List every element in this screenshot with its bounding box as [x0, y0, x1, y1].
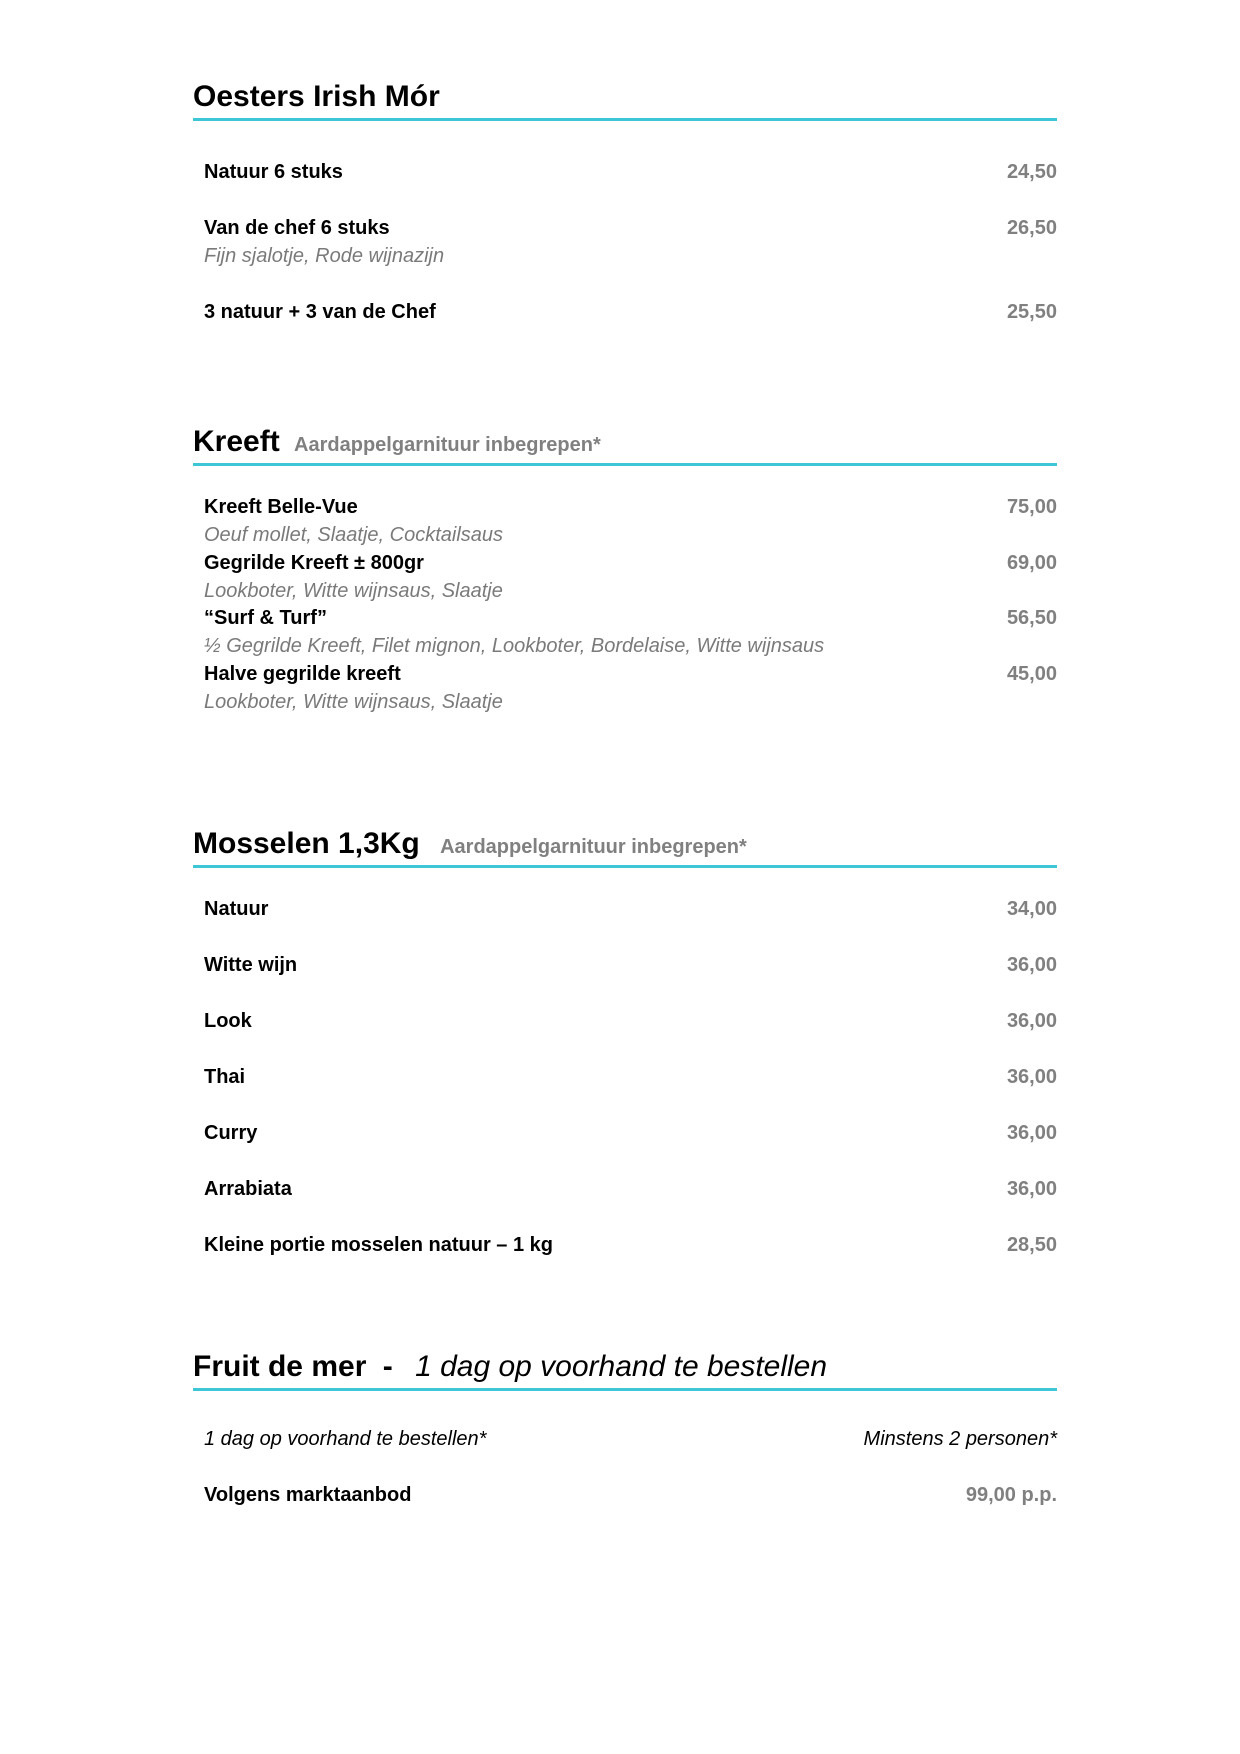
item-name: Kreeft Belle-Vue — [204, 496, 358, 518]
item-description: Oeuf mollet, Slaatje, Cocktailsaus — [204, 524, 504, 546]
item-name: Van de chef 6 stuks — [204, 217, 390, 239]
section-note: Aardappelgarnituur inbegrepen* — [294, 434, 601, 456]
item-price: 36,00 — [1006, 1122, 1057, 1144]
title-separator: - — [382, 1350, 393, 1383]
item-name: Witte wijn — [204, 954, 298, 976]
menu-item — [204, 496, 1057, 547]
menu-item — [204, 1484, 1057, 1507]
item-name: Thai — [204, 1066, 246, 1088]
menu-item — [204, 607, 1057, 658]
section-kreeft — [193, 415, 1057, 713]
item-name: 3 natuur + 3 van de Chef — [204, 301, 436, 323]
item-name: Natuur 6 stuks — [204, 161, 343, 183]
order-notes-row — [204, 1428, 1057, 1451]
item-price: 69,00 — [1006, 552, 1057, 574]
item-name: Curry — [204, 1122, 258, 1144]
item-price: 99,00 p.p. — [965, 1484, 1057, 1506]
section-title — [193, 827, 747, 861]
section-title: Oesters Irish Mór — [193, 80, 440, 113]
section-title-text: Kreeft — [193, 425, 280, 458]
item-name: “Surf & Turf” — [204, 607, 327, 629]
item-price: 36,00 — [1006, 954, 1057, 976]
menu-item — [204, 898, 1057, 921]
section-header — [193, 70, 1057, 121]
item-name: Halve gegrilde kreeft — [204, 663, 401, 685]
menu-item — [204, 217, 1057, 268]
item-description: Fijn sjalotje, Rode wijnazijn — [204, 245, 445, 267]
item-name: Look — [204, 1010, 252, 1032]
item-price: 36,00 — [1006, 1066, 1057, 1088]
menu-item — [204, 301, 1057, 324]
item-price: 34,00 — [1006, 898, 1057, 920]
section-fruit-de-mer — [193, 1340, 1057, 1506]
item-price: 36,00 — [1006, 1010, 1057, 1032]
item-price: 26,50 — [1006, 217, 1057, 239]
minimum-persons-note: Minstens 2 personen* — [863, 1428, 1057, 1450]
item-price: 25,50 — [1006, 301, 1057, 323]
item-description: Lookboter, Witte wijnsaus, Slaatje — [204, 691, 503, 713]
section-note: 1 dag op voorhand te bestellen — [415, 1350, 828, 1383]
menu-item — [204, 1010, 1057, 1033]
section-title — [193, 1350, 827, 1384]
section-title — [193, 425, 601, 459]
item-price: 75,00 — [1006, 496, 1057, 518]
menu-item — [204, 663, 1057, 714]
item-price: 56,50 — [1006, 607, 1057, 629]
section-header — [193, 415, 1057, 466]
section-header — [193, 1340, 1057, 1391]
section-note: Aardappelgarnituur inbegrepen* — [440, 836, 747, 858]
order-note: 1 dag op voorhand te bestellen* — [204, 1428, 487, 1450]
menu-item — [204, 552, 1057, 603]
item-price: 24,50 — [1006, 161, 1057, 183]
menu-item — [204, 1122, 1057, 1145]
menu-item — [204, 1066, 1057, 1089]
item-name: Natuur — [204, 898, 269, 920]
section-title-text: Mosselen 1,3Kg — [193, 827, 420, 860]
menu-item — [204, 954, 1057, 977]
menu-item — [204, 1178, 1057, 1201]
section-title-text: Fruit de mer — [193, 1350, 367, 1383]
item-name: Kleine portie mosselen natuur – 1 kg — [204, 1234, 553, 1256]
item-price: 45,00 — [1006, 663, 1057, 685]
item-description: ½ Gegrilde Kreeft, Filet mignon, Lookboter, Bordelaise, Witte wijnsaus — [204, 635, 825, 657]
item-price: 36,00 — [1006, 1178, 1057, 1200]
item-price: 28,50 — [1006, 1234, 1057, 1256]
menu-item — [204, 1234, 1057, 1257]
item-name: Volgens marktaanbod — [204, 1484, 412, 1506]
section-mosselen — [193, 817, 1057, 1256]
item-name: Gegrilde Kreeft ± 800gr — [204, 552, 424, 574]
section-oesters — [193, 70, 1057, 323]
section-header — [193, 817, 1057, 868]
item-description: Lookboter, Witte wijnsaus, Slaatje — [204, 580, 503, 602]
item-name: Arrabiata — [204, 1178, 292, 1200]
menu-item — [204, 161, 1057, 184]
